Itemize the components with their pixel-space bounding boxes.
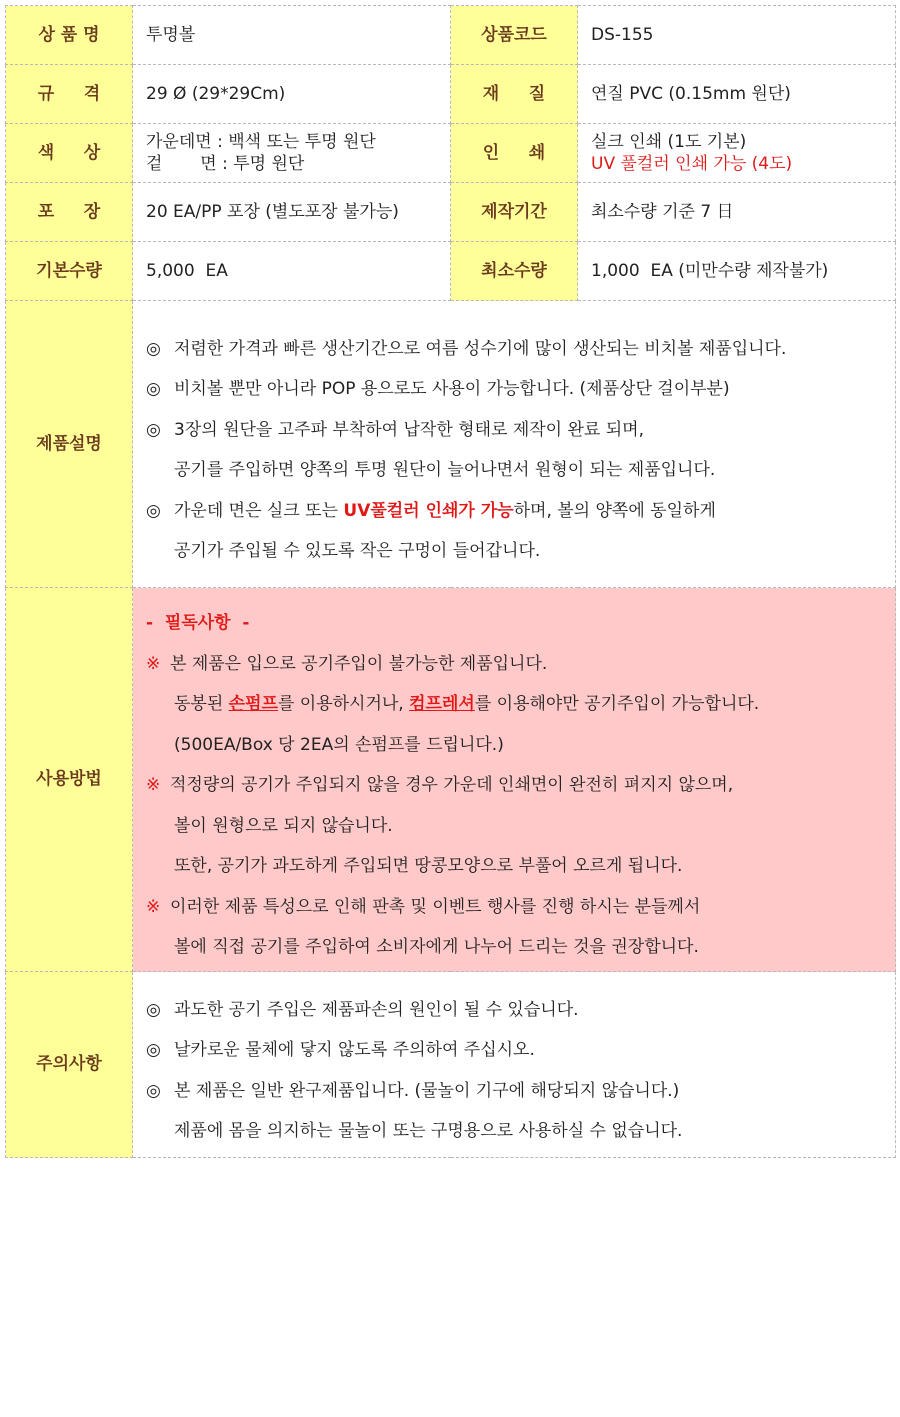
value-print-line2: UV 풀컬러 인쇄 가능 (4도) bbox=[591, 154, 793, 174]
spec-row-packing bbox=[6, 183, 896, 242]
value-print bbox=[578, 124, 896, 183]
label-caution: 주의사항 bbox=[6, 972, 133, 1158]
description-line: ◎ 비치볼 뿐만 아니라 POP 용으로도 사용이 가능합니다. (제품상단 걸이부분) bbox=[146, 369, 895, 410]
uv-highlight: UV풀컬러 인쇄가 가능 bbox=[343, 500, 514, 521]
note-marker: ※ bbox=[146, 775, 161, 796]
usage-line: 또한, 공기가 과도하게 주입되면 땅콩모양으로 부풀어 오르게 됩니다. bbox=[174, 856, 683, 877]
label-packing: 포 장 bbox=[6, 183, 133, 242]
label-base-quantity: 기본수량 bbox=[6, 242, 133, 301]
label-product-name: 상 품 명 bbox=[6, 6, 133, 65]
value-product-name: 투명볼 bbox=[133, 6, 451, 65]
note-marker: ※ bbox=[146, 896, 161, 917]
usage-line: (500EA/Box 당 2EA의 손펌프를 드립니다.) bbox=[174, 734, 504, 755]
label-print: 인 쇄 bbox=[451, 124, 578, 183]
description-content bbox=[133, 301, 896, 588]
hand-pump-highlight: 손펌프 bbox=[228, 694, 278, 715]
caution-line: 제품에 몸을 의지하는 물놀이 또는 구명용으로 사용하실 수 없습니다. bbox=[174, 1121, 683, 1141]
bullet-marker: ◎ bbox=[146, 338, 161, 359]
bullet-marker: ◎ bbox=[146, 1080, 161, 1101]
label-production-period: 제작기간 bbox=[451, 183, 578, 242]
description-line: ◎ 저렴한 가격과 빠른 생산기간으로 여름 성수기에 많이 생산되는 비치볼 제품입니다. bbox=[146, 329, 895, 370]
label-product-code: 상품코드 bbox=[451, 6, 578, 65]
value-production-period: 최소수량 기준 7 日 bbox=[578, 183, 896, 242]
bullet-marker: ◎ bbox=[146, 379, 161, 399]
label-material: 재 질 bbox=[451, 65, 578, 124]
label-description: 제품설명 bbox=[6, 301, 133, 588]
description-line: 공기가 주입될 수 있도록 작은 구멍이 들어갑니다. bbox=[174, 541, 541, 561]
usage-line: 동봉된 손펌프를 이용하시거나, 컴프레셔를 이용해야만 공기주입이 가능합니다. bbox=[174, 694, 760, 715]
description-row bbox=[6, 301, 896, 588]
usage-row bbox=[6, 588, 896, 972]
value-product-code: DS-155 bbox=[578, 6, 896, 65]
usage-line: 볼에 직접 공기를 주입하여 소비자에게 나누어 드리는 것을 권장합니다. bbox=[174, 937, 699, 958]
usage-line: ※ 본 제품은 입으로 공기주입이 불가능한 제품입니다. bbox=[146, 644, 895, 685]
caution-content bbox=[133, 972, 896, 1158]
description-line: ◎ 3장의 원단을 고주파 부착하여 납작한 형태로 제작이 완료 되며, bbox=[146, 410, 895, 451]
caution-line: ◎ 본 제품은 일반 완구제품입니다. (물놀이 기구에 해당되지 않습니다.) bbox=[146, 1071, 895, 1112]
value-color-line2: 겉 면 : 투명 원단 bbox=[146, 154, 305, 174]
value-color-line1: 가운데면 : 백색 또는 투명 원단 bbox=[146, 131, 376, 152]
label-usage: 사용방법 bbox=[6, 588, 133, 972]
value-material: 연질 PVC (0.15mm 원단) bbox=[578, 65, 896, 124]
value-min-quantity: 1,000 EA (미만수량 제작불가) bbox=[578, 242, 896, 301]
value-color bbox=[133, 124, 451, 183]
value-size: 29 Ø (29*29Cm) bbox=[133, 65, 451, 124]
usage-line: ※ 적정량의 공기가 주입되지 않을 경우 가운데 인쇄면이 완전히 펴지지 않으며, bbox=[146, 765, 895, 806]
spec-row-quantity bbox=[6, 242, 896, 301]
usage-line: ※ 이러한 제품 특성으로 인해 판촉 및 이벤트 행사를 진행 하시는 분들께서 bbox=[146, 887, 895, 928]
label-min-quantity: 최소수량 bbox=[451, 242, 578, 301]
usage-line: 볼이 원형으로 되지 않습니다. bbox=[174, 815, 393, 836]
usage-heading: - 필독사항 - bbox=[146, 613, 250, 634]
spec-row-size bbox=[6, 65, 896, 124]
caution-line: ◎ 과도한 공기 주입은 제품파손의 원인이 될 수 있습니다. bbox=[146, 990, 895, 1031]
value-base-quantity: 5,000 EA bbox=[133, 242, 451, 301]
value-packing: 20 EA/PP 포장 (별도포장 불가능) bbox=[133, 183, 451, 242]
spec-row-name bbox=[6, 6, 896, 65]
description-line: 공기를 주입하면 양쪽의 투명 원단이 늘어나면서 원형이 되는 제품입니다. bbox=[174, 460, 716, 480]
product-spec-table bbox=[5, 5, 896, 1158]
compressor-highlight: 컴프레셔 bbox=[409, 694, 475, 715]
bullet-marker: ◎ bbox=[146, 500, 161, 521]
value-print-line1: 실크 인쇄 (1도 기본) bbox=[591, 131, 747, 152]
caution-row bbox=[6, 972, 896, 1158]
bullet-marker: ◎ bbox=[146, 419, 161, 440]
bullet-marker: ◎ bbox=[146, 1040, 161, 1060]
description-line: ◎ 가운데 면은 실크 또는 UV풀컬러 인쇄가 가능하며, 볼의 양쪽에 동일하게 bbox=[146, 491, 895, 532]
usage-content bbox=[133, 588, 896, 972]
bullet-marker: ◎ bbox=[146, 999, 161, 1020]
spec-row-color bbox=[6, 124, 896, 183]
note-marker: ※ bbox=[146, 653, 161, 674]
label-color: 색 상 bbox=[6, 124, 133, 183]
label-size: 규 격 bbox=[6, 65, 133, 124]
caution-line: ◎ 날카로운 물체에 닿지 않도록 주의하여 주십시오. bbox=[146, 1030, 895, 1071]
